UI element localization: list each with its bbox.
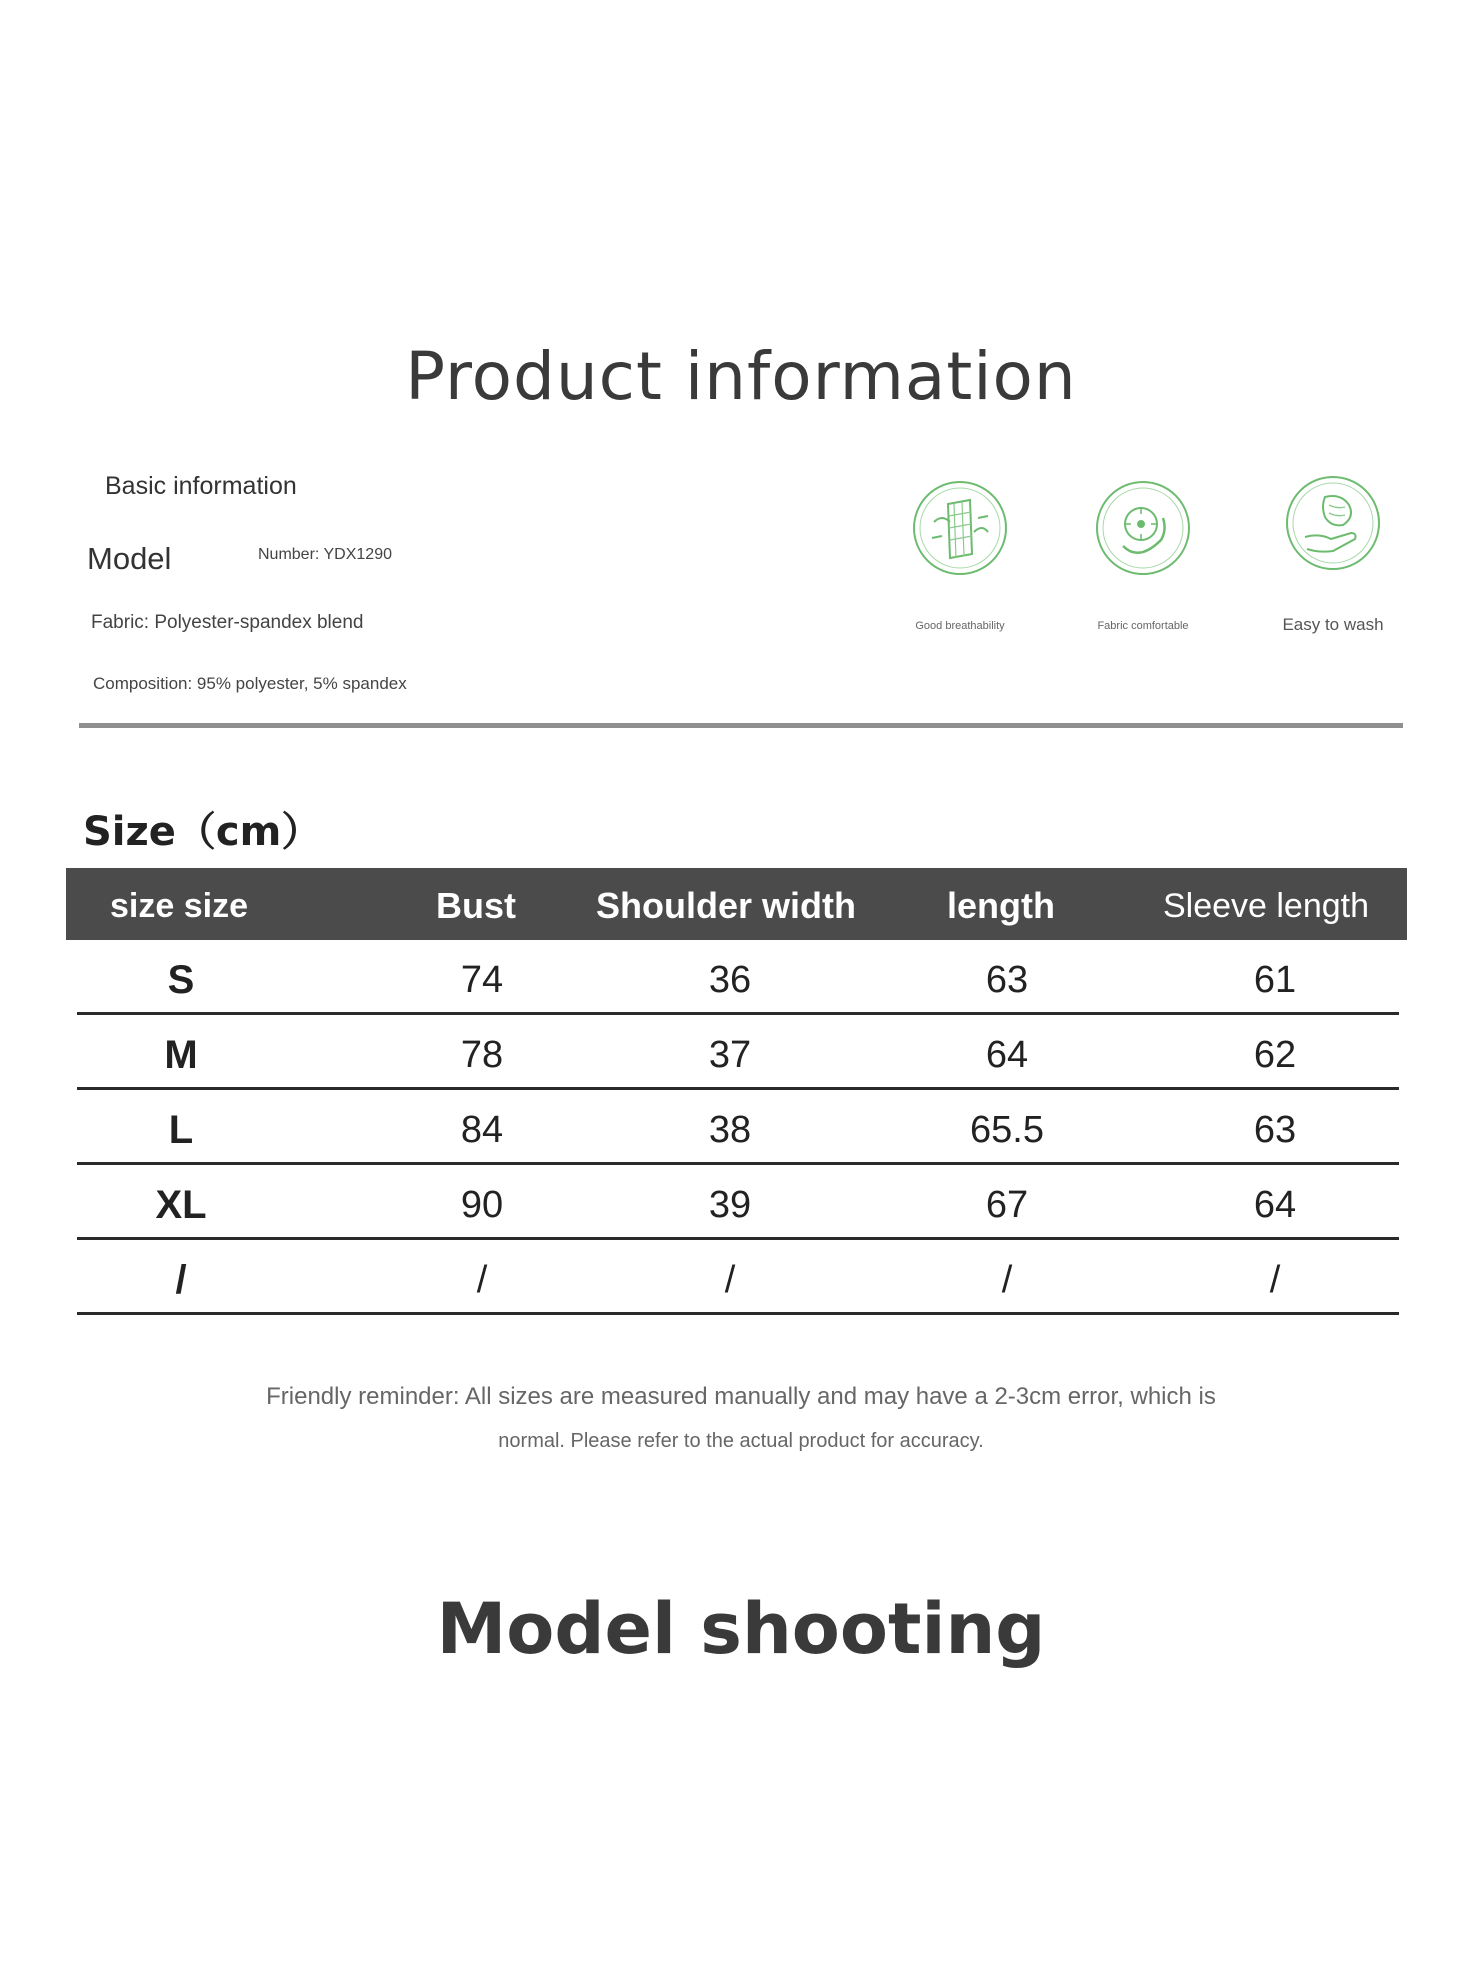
size-chart-title: Size（cm） [83,809,322,855]
size-chart-header [66,868,1407,940]
feature-easy-wash [1243,475,1423,635]
cell-length: / [1001,1259,1013,1301]
hand-wash-icon [1285,475,1381,571]
table-row [77,1240,1399,1315]
cell-sleeve-length: 62 [1253,1034,1297,1076]
page-title: Product information [405,338,1077,416]
cell-sleeve-length: 63 [1253,1109,1297,1151]
cell-size: / [175,1258,187,1302]
cell-bust: / [476,1259,488,1301]
fabric-text: Fabric: Polyester-spandex blend [91,612,364,633]
cell-size: M [164,1033,198,1077]
cell-size: S [167,958,195,1002]
cell-shoulder-width: 38 [708,1109,752,1151]
table-row [77,940,1399,1015]
cell-shoulder-width: 39 [708,1184,752,1226]
feature-caption: Good breathability [915,620,1005,632]
feature-comfortable [1053,480,1233,632]
cell-length: 67 [985,1184,1029,1226]
cell-length: 63 [985,959,1029,1001]
cell-bust: 90 [460,1184,504,1226]
reminder-line-2: normal. Please refer to the actual product for accuracy. [498,1430,984,1452]
cell-bust: 78 [460,1034,504,1076]
cell-sleeve-length: / [1269,1259,1281,1301]
cell-shoulder-width: 37 [708,1034,752,1076]
cell-shoulder-width: / [724,1259,736,1301]
header-bust: Bust [436,885,516,926]
cell-bust: 84 [460,1109,504,1151]
feature-caption: Fabric comfortable [1097,620,1189,632]
feature-breathable [870,480,1050,632]
header-length: length [947,885,1055,926]
header-size: size size [110,887,248,925]
breathable-fabric-icon [912,480,1008,576]
cell-shoulder-width: 36 [708,959,752,1001]
cell-bust: 74 [460,959,504,1001]
composition-text: Composition: 95% polyester, 5% spandex [93,674,407,693]
header-sleeve-length: Sleeve length [1162,887,1370,925]
cell-size: XL [155,1183,207,1227]
cell-size: L [168,1108,194,1152]
table-row [77,1015,1399,1090]
model-shooting-heading: Model shooting [436,1588,1046,1670]
table-row [77,1165,1399,1240]
section-divider [79,723,1403,728]
measurement-reminder [0,1374,1482,1464]
cell-length: 65.5 [970,1109,1044,1151]
cell-sleeve-length: 61 [1253,959,1297,1001]
comfort-fabric-icon [1095,480,1191,576]
size-chart-table [66,868,1407,1315]
basic-info-heading: Basic information [105,472,297,500]
table-row [77,1090,1399,1165]
reminder-line-1: Friendly reminder: All sizes are measured manually and may have a 2-3cm error, which is [266,1383,1216,1410]
model-label: Model [87,541,172,576]
model-number: Number: YDX1290 [258,546,392,563]
cell-length: 64 [985,1034,1029,1076]
header-shoulder-width: Shoulder width [596,885,856,926]
cell-sleeve-length: 64 [1253,1184,1297,1226]
feature-caption: Easy to wash [1282,615,1384,634]
